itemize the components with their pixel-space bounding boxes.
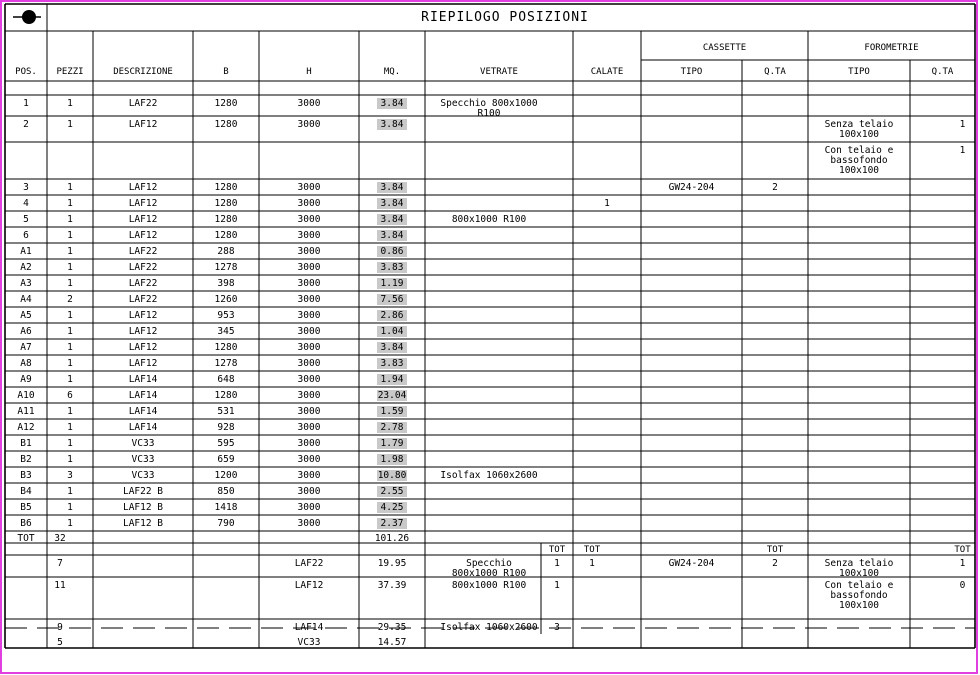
cell-pezzi: 1 xyxy=(67,326,73,337)
cell-mq: 2.78 xyxy=(380,422,404,433)
cell-h: 3000 xyxy=(297,198,321,209)
cell-h: 3000 xyxy=(297,486,321,497)
cell-b: 398 xyxy=(217,278,235,289)
cell-pos: A2 xyxy=(20,262,32,273)
cell-mq: 0.86 xyxy=(380,246,404,257)
cell-h: 3000 xyxy=(297,310,321,321)
cell-b: 850 xyxy=(217,486,235,497)
cell-mq: 3.84 xyxy=(380,214,404,225)
cell-h: 3000 xyxy=(297,246,321,257)
cell-pos: 1 xyxy=(23,98,29,109)
cell-descrizione: LAF12 xyxy=(128,342,158,353)
cell-mq: 3.83 xyxy=(380,262,404,273)
group-header-cassette: CASSETTE xyxy=(702,43,747,53)
cell-pezzi: 1 xyxy=(67,486,73,497)
summary-mq: 29.35 xyxy=(377,622,407,633)
cell-mq: 1.04 xyxy=(380,326,404,337)
summary-cassette-tipo: GW24-204 xyxy=(668,558,715,569)
cell-pos: B2 xyxy=(20,454,32,465)
summary-forometrie-tipo: Con telaio e xyxy=(824,580,894,591)
cell-descrizione: LAF12 xyxy=(128,214,158,225)
cell-h: 3000 xyxy=(297,230,321,241)
cell-pezzi: 3 xyxy=(67,470,73,481)
cell-b: 1280 xyxy=(214,119,238,130)
cell-descrizione: LAF22 xyxy=(128,246,158,257)
summary-descrizione: LAF14 xyxy=(294,622,324,633)
cell-mq: 1.79 xyxy=(380,438,404,449)
cell-pos: A3 xyxy=(20,278,32,289)
summary-forometrie-tipo: bassofondo xyxy=(830,590,888,601)
cell-b: 1260 xyxy=(214,294,238,305)
column-header: TIPO xyxy=(848,67,870,77)
cell-descrizione: LAF12 xyxy=(128,326,158,337)
cell-descrizione: LAF12 B xyxy=(122,518,164,529)
cell-descrizione: LAF14 xyxy=(128,374,158,385)
cell-pos: A5 xyxy=(20,310,32,321)
cell-pos: 2 xyxy=(23,119,29,130)
cell-b: 1280 xyxy=(214,390,238,401)
cell-pezzi: 1 xyxy=(67,422,73,433)
cell-forometrie-tipo: Senza telaio xyxy=(824,119,894,130)
cell-h: 3000 xyxy=(297,262,321,273)
summary-mq: 19.95 xyxy=(377,558,407,569)
cell-b: 928 xyxy=(217,422,235,433)
cell-h: 3000 xyxy=(297,422,321,433)
summary-pezzi: 9 xyxy=(57,622,63,633)
cell-descrizione: LAF12 xyxy=(128,119,158,130)
column-header: PEZZI xyxy=(56,67,84,77)
cell-pezzi: 1 xyxy=(67,310,73,321)
cell-pos: B1 xyxy=(20,438,32,449)
cell-b: 1280 xyxy=(214,182,238,193)
cell-pezzi: 1 xyxy=(67,119,73,130)
cell-b: 1280 xyxy=(214,98,238,109)
cell-h: 3000 xyxy=(297,454,321,465)
cell-h: 3000 xyxy=(297,358,321,369)
cell-pos: A12 xyxy=(17,422,35,433)
cell-mq: 10.80 xyxy=(377,470,407,481)
total-mq: 101.26 xyxy=(374,533,410,544)
column-header: CALATE xyxy=(590,67,624,77)
cell-pos: A1 xyxy=(20,246,32,257)
cell-pezzi: 1 xyxy=(67,182,73,193)
cell-pos: B3 xyxy=(20,470,32,481)
cell-b: 1278 xyxy=(214,262,238,273)
summary-pezzi: 7 xyxy=(57,558,63,569)
cell-mq: 3.83 xyxy=(380,358,404,369)
cell-descrizione: LAF22 B xyxy=(122,486,164,497)
cell-descrizione: LAF22 xyxy=(128,278,158,289)
summary-pezzi: 11 xyxy=(54,580,66,591)
cell-pezzi: 1 xyxy=(67,98,73,109)
cell-pezzi: 1 xyxy=(67,246,73,257)
cell-vetrate: 800x1000 R100 xyxy=(451,214,527,225)
summary-mq: 37.39 xyxy=(377,580,407,591)
cell-vetrate: Specchio 800x1000 xyxy=(440,98,538,109)
cell-vetrate: Isolfax 1060x2600 xyxy=(440,470,538,481)
cell-mq: 2.55 xyxy=(380,486,404,497)
cell-pos: B6 xyxy=(20,518,32,529)
cell-h: 3000 xyxy=(297,502,321,513)
cell-pezzi: 1 xyxy=(67,502,73,513)
column-header: POS. xyxy=(15,67,37,77)
cell-pos: 6 xyxy=(23,230,29,241)
cell-h: 3000 xyxy=(297,390,321,401)
cell-pos: A11 xyxy=(17,406,35,417)
cell-b: 648 xyxy=(217,374,235,385)
cell-b: 1280 xyxy=(214,198,238,209)
tot-label-calate: TOT xyxy=(583,545,601,555)
cell-pezzi: 6 xyxy=(67,390,73,401)
cell-b: 1280 xyxy=(214,342,238,353)
column-header: VETRATE xyxy=(480,67,518,77)
cell-h: 3000 xyxy=(297,518,321,529)
summary-forometrie-tipo: Senza telaio xyxy=(824,558,894,569)
cell-mq: 2.86 xyxy=(380,310,404,321)
cell-mq: 3.84 xyxy=(380,342,404,353)
tot-label-vetrate: TOT xyxy=(548,545,566,555)
cell-pezzi: 1 xyxy=(67,454,73,465)
cell-pezzi: 1 xyxy=(67,214,73,225)
cell-h: 3000 xyxy=(297,326,321,337)
summary-pezzi: 5 xyxy=(57,637,63,648)
cell-forometrie-qta: 1 xyxy=(959,119,966,130)
cell-pezzi: 1 xyxy=(67,230,73,241)
cell-h: 3000 xyxy=(297,294,321,305)
cell-pos: B5 xyxy=(20,502,32,513)
cell-mq: 23.04 xyxy=(377,390,407,401)
summary-vetrate: Specchio xyxy=(466,558,512,569)
cell-b: 595 xyxy=(217,438,235,449)
cell-b: 288 xyxy=(217,246,235,257)
summary-mq: 14.57 xyxy=(377,637,407,648)
cell-descrizione: LAF14 xyxy=(128,406,158,417)
cell-pos: A8 xyxy=(20,358,32,369)
cell-pos: B4 xyxy=(20,486,32,497)
cell-descrizione: VC33 xyxy=(131,470,155,481)
cell-mq: 1.94 xyxy=(380,374,404,385)
cell-calate: 1 xyxy=(604,198,610,209)
cell-descrizione: LAF22 xyxy=(128,262,158,273)
cell-descrizione: LAF12 xyxy=(128,358,158,369)
cell-forometrie-tipo: Con telaio e xyxy=(824,145,894,156)
column-header: Q.TA xyxy=(764,67,786,77)
total-pezzi: 32 xyxy=(54,533,66,544)
summary-descrizione: LAF12 xyxy=(294,580,324,591)
cell-pos: A4 xyxy=(20,294,32,305)
cell-descrizione: LAF14 xyxy=(128,390,158,401)
cell-pos: A6 xyxy=(20,326,32,337)
cell-b: 1200 xyxy=(214,470,238,481)
cell-b: 1278 xyxy=(214,358,238,369)
cell-cassette-tipo: GW24-204 xyxy=(668,182,715,193)
cell-mq: 2.37 xyxy=(380,518,404,529)
cell-mq: 1.19 xyxy=(380,278,404,289)
cell-pezzi: 1 xyxy=(67,262,73,273)
summary-calate: 1 xyxy=(589,558,595,569)
cell-h: 3000 xyxy=(297,438,321,449)
cell-descrizione: VC33 xyxy=(131,454,155,465)
table-title: RIEPILOGO POSIZIONI xyxy=(421,10,589,25)
cell-pos: 3 xyxy=(23,182,29,193)
cell-forometrie-qta: 1 xyxy=(959,145,966,156)
cell-pezzi: 1 xyxy=(67,342,73,353)
column-header: H xyxy=(306,67,312,77)
cell-descrizione: LAF12 xyxy=(128,198,158,209)
cell-pezzi: 2 xyxy=(67,294,73,305)
cell-mq: 1.98 xyxy=(380,454,404,465)
cell-pezzi: 1 xyxy=(67,358,73,369)
column-header: B xyxy=(223,67,229,77)
cell-h: 3000 xyxy=(297,182,321,193)
section-marker-icon xyxy=(13,10,41,24)
cell-h: 3000 xyxy=(297,278,321,289)
cell-pezzi: 1 xyxy=(67,198,73,209)
summary-forometrie-qta: 1 xyxy=(959,558,966,569)
tot-label-forometrie: TOT xyxy=(954,545,971,555)
cell-b: 1280 xyxy=(214,214,238,225)
cell-pezzi: 1 xyxy=(67,278,73,289)
group-header-forometrie: FOROMETRIE xyxy=(864,43,919,53)
cell-h: 3000 xyxy=(297,342,321,353)
total-label: TOT xyxy=(17,533,35,544)
cell-mq: 3.84 xyxy=(380,182,404,193)
cell-h: 3000 xyxy=(297,470,321,481)
cell-mq: 7.56 xyxy=(380,294,404,305)
cell-mq: 1.59 xyxy=(380,406,404,417)
cell-h: 3000 xyxy=(297,214,321,225)
cell-b: 659 xyxy=(217,454,235,465)
cell-descrizione: LAF12 xyxy=(128,230,158,241)
cell-mq: 3.84 xyxy=(380,98,404,109)
cell-h: 3000 xyxy=(297,119,321,130)
cell-pezzi: 1 xyxy=(67,374,73,385)
cell-pos: A10 xyxy=(17,390,35,401)
cell-descrizione: LAF22 xyxy=(128,98,158,109)
cell-mq: 3.84 xyxy=(380,198,404,209)
tot-label-cassette: TOT xyxy=(766,545,784,555)
cell-forometrie-tipo: 100x100 xyxy=(838,129,880,140)
column-header: MQ. xyxy=(383,67,401,77)
cell-pezzi: 1 xyxy=(67,438,73,449)
column-header: Q.TA xyxy=(931,67,954,77)
cell-mq: 4.25 xyxy=(380,502,404,513)
cell-h: 3000 xyxy=(297,406,321,417)
cell-b: 953 xyxy=(217,310,235,321)
cell-b: 1418 xyxy=(214,502,238,513)
summary-descrizione: VC33 xyxy=(297,637,321,648)
summary-vetrate: 800x1000 R100 xyxy=(451,580,527,591)
summary-descrizione: LAF22 xyxy=(294,558,324,569)
column-header: TIPO xyxy=(680,67,703,77)
column-header: DESCRIZIONE xyxy=(113,67,173,77)
cell-descrizione: VC33 xyxy=(131,438,155,449)
summary-forometrie-tipo: 100x100 xyxy=(838,600,880,611)
cell-forometrie-tipo: 100x100 xyxy=(838,165,880,176)
cell-descrizione: LAF22 xyxy=(128,294,158,305)
summary-vetrate: Isolfax 1060x2600 xyxy=(440,622,538,633)
cell-mq: 3.84 xyxy=(380,230,404,241)
cell-b: 531 xyxy=(217,406,235,417)
cell-pos: 4 xyxy=(23,198,29,209)
cell-descrizione: LAF14 xyxy=(128,422,158,433)
cell-b: 345 xyxy=(217,326,235,337)
cell-vetrate: R100 xyxy=(477,108,501,119)
summary-forometrie-qta: 0 xyxy=(959,580,966,591)
cell-h: 3000 xyxy=(297,374,321,385)
summary-forometrie-tipo: 100x100 xyxy=(838,568,880,579)
cell-mq: 3.84 xyxy=(380,119,404,130)
cell-pos: 5 xyxy=(23,214,29,225)
summary-vetrate-qta: 1 xyxy=(554,558,560,569)
summary-vetrate-qta: 3 xyxy=(554,622,560,633)
cell-descrizione: LAF12 xyxy=(128,182,158,193)
cell-descrizione: LAF12 xyxy=(128,310,158,321)
summary-vetrate: 800x1000 R100 xyxy=(451,568,527,579)
cell-forometrie-tipo: bassofondo xyxy=(830,155,888,166)
cell-cassette-qta: 2 xyxy=(772,182,778,193)
cell-h: 3000 xyxy=(297,98,321,109)
summary-cassette-qta: 2 xyxy=(772,558,778,569)
cell-pos: A9 xyxy=(20,374,32,385)
cell-b: 1280 xyxy=(214,230,238,241)
cell-pezzi: 1 xyxy=(67,406,73,417)
cell-pos: A7 xyxy=(20,342,32,353)
summary-vetrate-qta: 1 xyxy=(554,580,560,591)
cell-descrizione: LAF12 B xyxy=(122,502,164,513)
cell-b: 790 xyxy=(217,518,235,529)
cell-pezzi: 1 xyxy=(67,518,73,529)
